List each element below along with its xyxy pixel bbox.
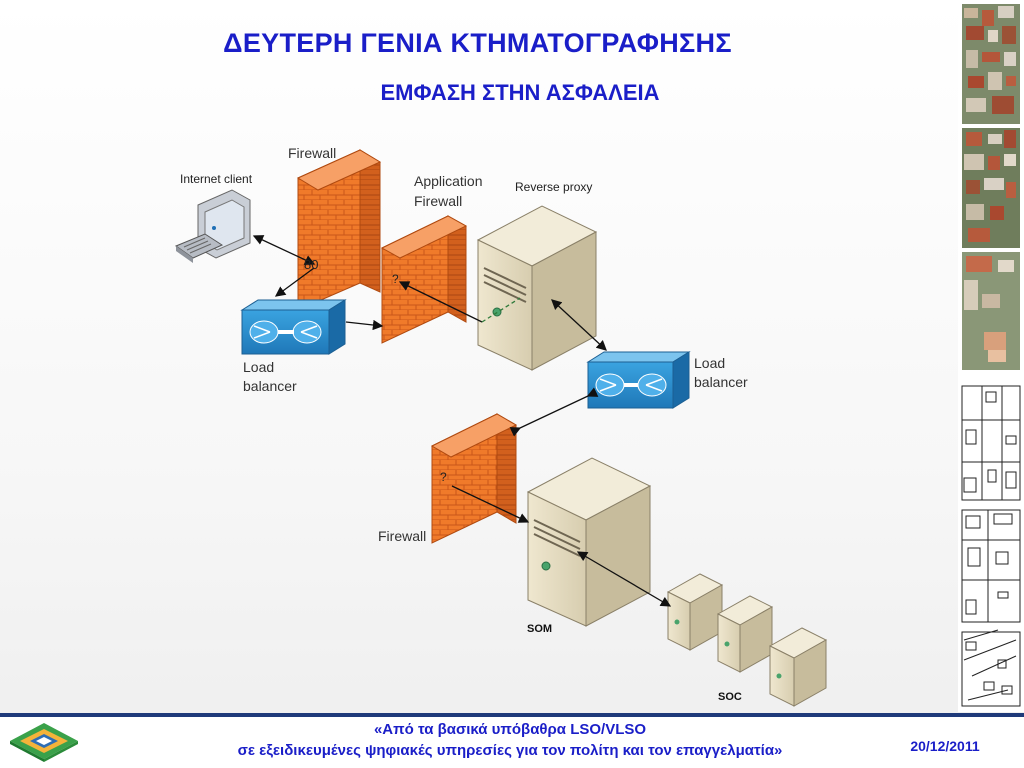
internet-client-label: Internet client <box>180 172 253 186</box>
slide-title: ΔΕΥΤΕΡΗ ΓΕΝΙΑ ΚΤΗΜΑΤΟΓΡΑΦΗΣΗΣ <box>223 28 732 58</box>
firewall-bottom-label: Firewall <box>378 528 427 544</box>
application-firewall-mark: ? <box>392 272 399 286</box>
soc-server-1-icon <box>668 574 722 650</box>
cadastral-map-strip <box>958 0 1024 712</box>
load-balancer-left-label-line1: Load <box>243 359 275 375</box>
aerial-photo-thumbnail-2 <box>962 128 1020 248</box>
firewall-top-icon <box>298 150 380 310</box>
som-server-icon <box>528 458 650 626</box>
parcel-map-thumbnail-3 <box>962 630 1020 706</box>
organization-logo-icon <box>6 721 82 763</box>
footer-date: 20/12/2011 <box>910 738 980 754</box>
load-balancer-left-icon <box>242 300 345 354</box>
computer-icon <box>176 190 250 263</box>
port-label: 80 <box>304 257 319 272</box>
soc-label: SOC <box>718 691 742 703</box>
load-balancer-right-icon <box>588 352 689 408</box>
firewall-bottom-mark: ? <box>440 470 447 484</box>
load-balancer-right-label-line1: Load <box>694 355 726 371</box>
soc-server-2-icon <box>718 596 772 672</box>
parcel-map-thumbnail-1 <box>962 386 1020 500</box>
load-balancer-left-label-line2: balancer <box>243 378 297 394</box>
footer <box>0 717 1024 768</box>
soc-server-3-icon <box>770 628 826 706</box>
load-balancer-right-label-line2: balancer <box>694 374 748 390</box>
reverse-proxy-label: Reverse proxy <box>515 180 593 194</box>
slide-subtitle: ΕΜΦΑΣΗ ΣΤΗΝ ΑΣΦΑΛΕΙΑ <box>380 80 660 105</box>
application-firewall-label-line2: Firewall <box>414 193 463 209</box>
aerial-photo-thumbnail <box>962 4 1020 124</box>
application-firewall-label-line1: Application <box>414 173 483 189</box>
parcel-map-thumbnail-2 <box>962 510 1020 622</box>
firewall-top-label: Firewall <box>288 145 337 161</box>
aerial-photo-thumbnail-3 <box>962 252 1020 370</box>
footer-title-line2: σε εξειδικευμένες ψηφιακές υπηρεσίες για τον πολίτη και τον επαγγελματία» <box>237 742 783 759</box>
footer-title-line1: «Από τα βασικά υπόβαθρα LSO/VLSO <box>373 721 647 738</box>
som-label: SOM <box>527 623 553 635</box>
reverse-proxy-server-icon <box>478 206 596 370</box>
